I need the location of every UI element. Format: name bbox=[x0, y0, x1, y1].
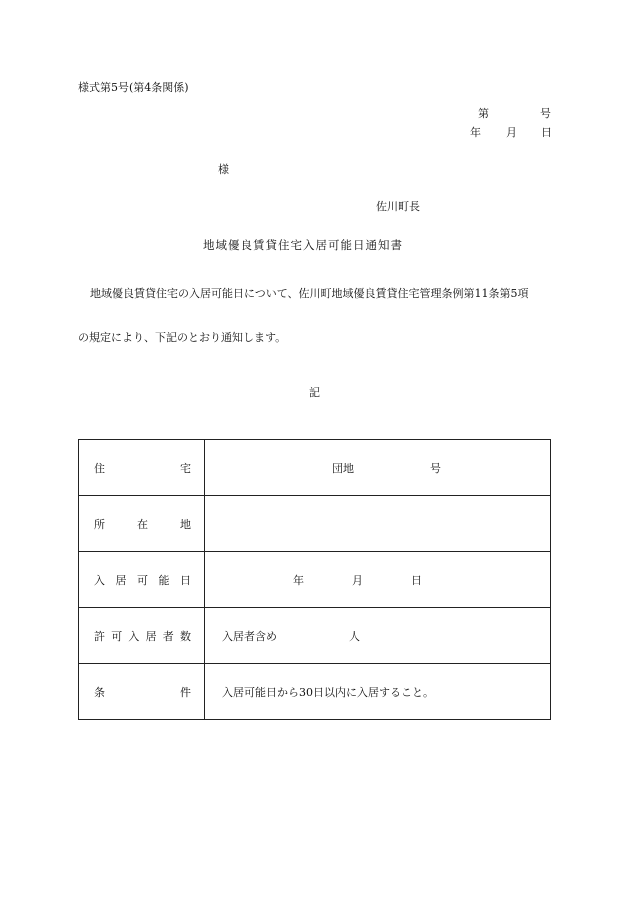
table-row-conditions bbox=[79, 664, 551, 720]
value-conditions bbox=[205, 664, 551, 720]
label-char: 所 bbox=[94, 517, 105, 531]
value-housing bbox=[205, 440, 551, 496]
date-day-label: 日 bbox=[541, 126, 552, 139]
label-char: 能 bbox=[158, 573, 170, 587]
value-month: 月 bbox=[352, 573, 363, 587]
value-persons: 人 bbox=[349, 629, 360, 643]
label-char: 件 bbox=[180, 685, 191, 699]
document-number-prefix: 第 bbox=[478, 107, 489, 120]
value-year: 年 bbox=[293, 573, 304, 587]
label-move-in-date bbox=[79, 552, 205, 608]
label-char: 可 bbox=[137, 573, 148, 587]
label-char: 日 bbox=[180, 573, 191, 587]
label-char: 居 bbox=[145, 629, 157, 643]
addressee-honorific: 様 bbox=[218, 163, 229, 176]
date-year-label: 年 bbox=[470, 126, 481, 139]
label-location bbox=[79, 496, 205, 552]
table-row-move-in-date bbox=[79, 552, 551, 608]
label-conditions bbox=[79, 664, 205, 720]
form-number: 様式第5号(第4条関係) bbox=[78, 81, 189, 94]
label-char: 者 bbox=[162, 629, 174, 643]
value-including-applicant: 入居者含め bbox=[222, 629, 277, 643]
value-condition-text: 入居可能日から30日以内に入居すること。 bbox=[222, 685, 434, 699]
label-char: 許 bbox=[94, 629, 105, 643]
table-row-permitted-residents bbox=[79, 608, 551, 664]
table-row-housing bbox=[79, 440, 551, 496]
label-char: 入 bbox=[94, 573, 105, 587]
label-permitted-residents bbox=[79, 608, 205, 664]
body-text-line-2: の規定により、下記のとおり通知します。 bbox=[78, 331, 287, 344]
date-month-label: 月 bbox=[506, 126, 517, 139]
value-location bbox=[205, 496, 551, 552]
label-char: 入 bbox=[128, 629, 140, 643]
value-danchi: 団地 bbox=[332, 461, 354, 475]
value-move-in-date bbox=[205, 552, 551, 608]
label-char: 住 bbox=[94, 461, 105, 475]
label-char: 宅 bbox=[180, 461, 191, 475]
table-row-location bbox=[79, 496, 551, 552]
label-char: 地 bbox=[180, 517, 191, 531]
issuer-name: 佐川町長 bbox=[376, 200, 420, 213]
ki-heading: 記 bbox=[309, 386, 320, 399]
label-housing bbox=[79, 440, 205, 496]
label-char: 在 bbox=[137, 517, 148, 531]
value-permitted-residents bbox=[205, 608, 551, 664]
body-text-line-1: 地域優良賃貸住宅の入居可能日について、佐川町地域優良賃貸住宅管理条例第11条第5項 bbox=[90, 287, 529, 300]
label-char: 可 bbox=[111, 629, 123, 643]
label-char: 条 bbox=[94, 685, 105, 699]
label-char: 数 bbox=[179, 629, 191, 643]
notice-table bbox=[78, 439, 551, 720]
value-day: 日 bbox=[411, 573, 422, 587]
document-number-suffix: 号 bbox=[540, 107, 551, 120]
document-title: 地域優良賃貸住宅入居可能日通知書 bbox=[203, 238, 403, 252]
value-go: 号 bbox=[430, 461, 441, 475]
label-char: 居 bbox=[115, 573, 127, 587]
